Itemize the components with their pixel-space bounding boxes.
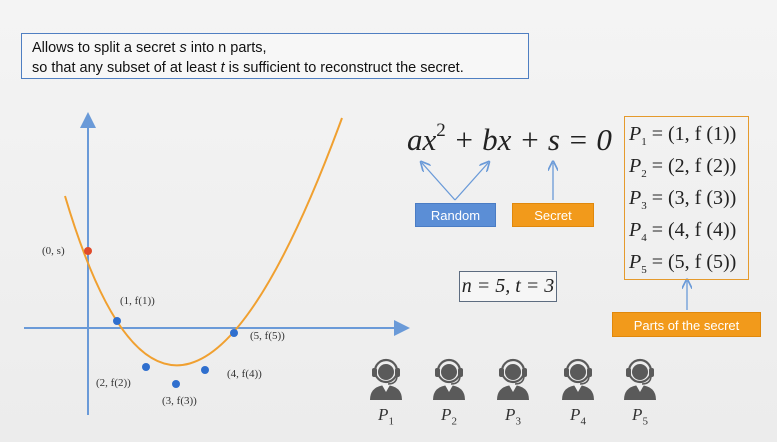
parts-label: Parts of the secret [612, 312, 761, 337]
shares-box [624, 116, 749, 280]
party-label-4: $P_4$ [570, 405, 586, 428]
person-headset-icon-2 [433, 360, 465, 400]
share-line-4: $P_4 = (4$, f (4)) [629, 219, 737, 244]
parameters-box: n = 5, t = 3 [459, 271, 557, 302]
person-headset-icon-3 [497, 360, 529, 400]
label-f5: (5, f(5)) [250, 330, 285, 342]
random-label: Random [415, 203, 496, 227]
party-label-3: $P_3$ [505, 405, 521, 428]
secret-label: Secret [512, 203, 594, 227]
person-headset-icon-5 [624, 360, 656, 400]
label-zero-s: (0, s) [42, 245, 65, 257]
point-f1 [113, 317, 121, 325]
label-f2: (2, f(2)) [96, 377, 131, 389]
label-f4: (4, f(4)) [227, 368, 262, 380]
share-line-1: $P_1 = (1$, f (1)) [629, 123, 737, 148]
point-f2 [142, 363, 150, 371]
share-line-2: $P_2 = (2$, f (2)) [629, 155, 737, 180]
description-line-2: so that any subset of at least t is sufficient to reconstruct the secret. [32, 60, 464, 76]
description-line-1: Allows to split a secret s into n parts, [32, 40, 267, 56]
party-label-5: $P_5$ [632, 405, 648, 428]
polynomial-equation: $ax^2$ + bx + s = 0 [407, 119, 612, 157]
point-f5 [230, 329, 238, 337]
secret-point [84, 247, 92, 255]
party-label-1: $P_1$ [378, 405, 394, 428]
point-f4 [201, 366, 209, 374]
label-f3: (3, f(3)) [162, 395, 197, 407]
random-arrow-b [455, 163, 488, 200]
person-headset-icon-4 [562, 360, 594, 400]
share-line-3: $P_3 = (3$, f (3)) [629, 187, 737, 212]
person-headset-icon-1 [370, 360, 402, 400]
share-line-5: $P_5 = (5$, f (5)) [629, 251, 737, 276]
party-label-2: $P_2$ [441, 405, 457, 428]
point-f3 [172, 380, 180, 388]
label-f1: (1, f(1)) [120, 295, 155, 307]
random-arrow-a [422, 163, 455, 200]
